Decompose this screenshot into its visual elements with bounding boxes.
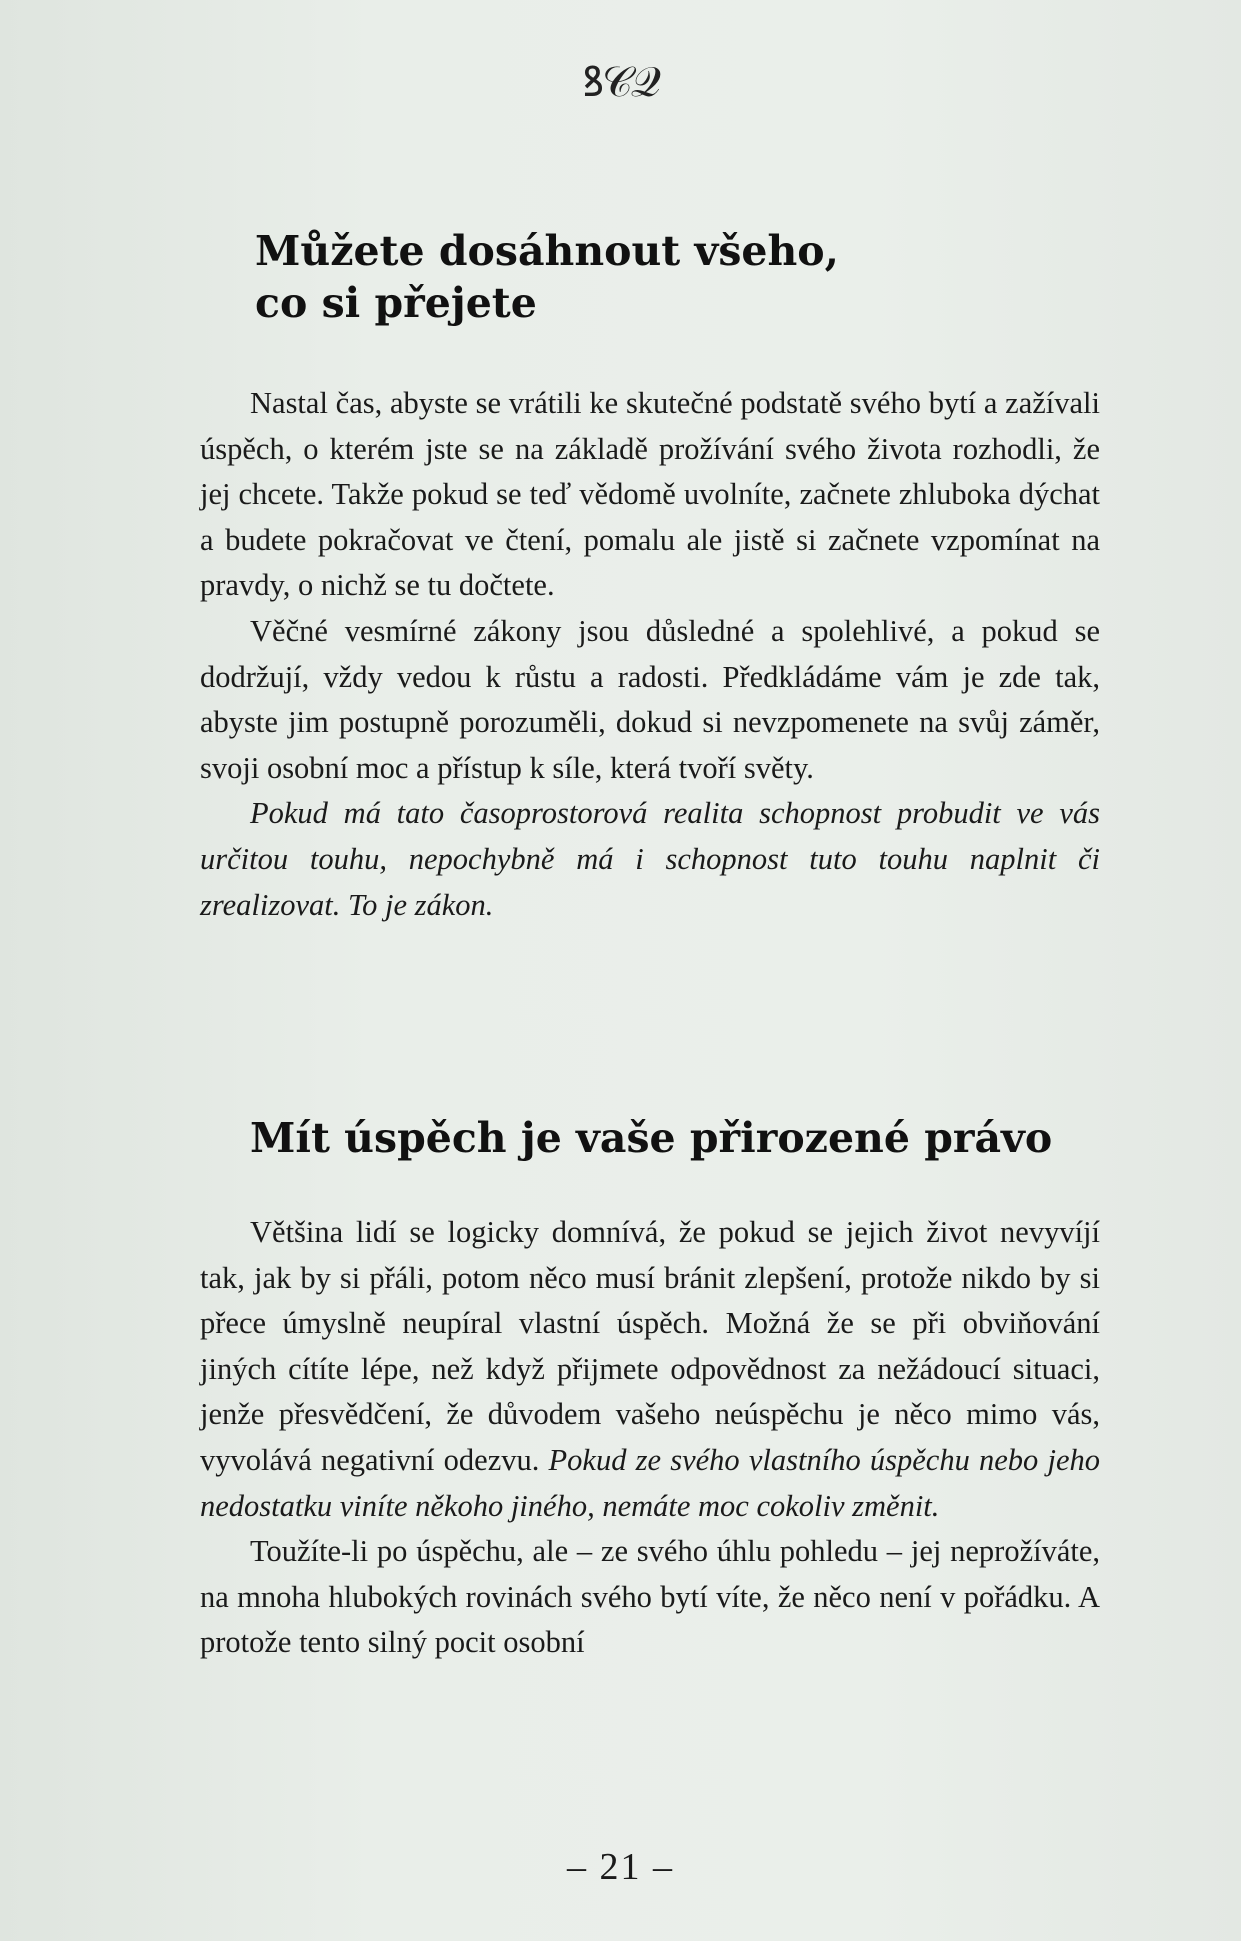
section-heading-1 xyxy=(255,225,1095,329)
heading-1-line-1: Můžete dosáhnout všeho, xyxy=(255,227,839,275)
section-2-paragraph-1 xyxy=(200,1210,1100,1529)
section-2-body xyxy=(200,1210,1100,1666)
ornament-glyph: ꝸ𝒞𝒬 xyxy=(582,57,659,106)
section-1-paragraph-1: Nastal čas, abyste se vrátili ke skutečné podstatě svého bytí a zažívali úspěch, o kterém jste se na základě prožívání svého života rozhodli, že jej chcete. Takže pokud se teď vědomě uvolníte, začnete zhluboka dýchat a budete pokračovat ve čtení, pomalu ale jistě si začnete vzpomínat na pravdy, o nichž se tu dočtete. xyxy=(200,386,1100,603)
section-1-paragraph-3 xyxy=(200,791,1100,928)
section-1-paragraph-3-italic: Pokud má tato časoprostorová realita schopnost probudit ve vás určitou touhu, nepochybně má i schopnost tuto touhu naplnit či zrealizovat. To je zákon. xyxy=(200,796,1100,922)
heading-1-line-2: co si přejete xyxy=(255,279,537,327)
section-heading-2: Mít úspěch je vaše přirozené právo xyxy=(250,1114,1053,1162)
section-1-body xyxy=(200,381,1100,928)
section-2-paragraph-1-italic: Pokud ze svého vlastního úspěchu nebo jeho nedostatku viníte někoho jiného, nemáte moc cokoliv změnit. xyxy=(200,1442,1100,1523)
section-2-paragraph-2: Toužíte-li po úspěchu, ale – ze svého úhlu pohledu – jej neprožíváte, na mnoha hlubokých rovinách svého bytí víte, že něco není v pořádku. A protože tento silný pocit osobní xyxy=(200,1534,1100,1660)
section-1-paragraph-2: Věčné vesmírné zákony jsou důsledné a spolehlivé, a pokud se dodržují, vždy vedou k růstu a radosti. Předkládáme vám je zde tak, abyste jim postupně porozuměli, dokud si nevzpomenete na svůj záměr, svoji osobní moc a přístup k síle, která tvoří světy. xyxy=(200,613,1100,785)
section-2-paragraph-1-text: Většina lidí se logicky domnívá, že pokud se jejich život nevyvíjí tak, jak by si přáli, potom něco musí bránit zlepšení, protože nikdo by si přece úmyslně neupíral vlastní úspěch. Možná že se při obviňování jiných cítíte lépe, než když přijmete odpovědnost za nežádoucí situaci, jenže přesvědčení, že důvodem vašeho neúspěchu je něco mimo vás, vyvolává negativní odezvu. xyxy=(200,1215,1100,1477)
page-number: – 21 – xyxy=(567,1846,674,1888)
